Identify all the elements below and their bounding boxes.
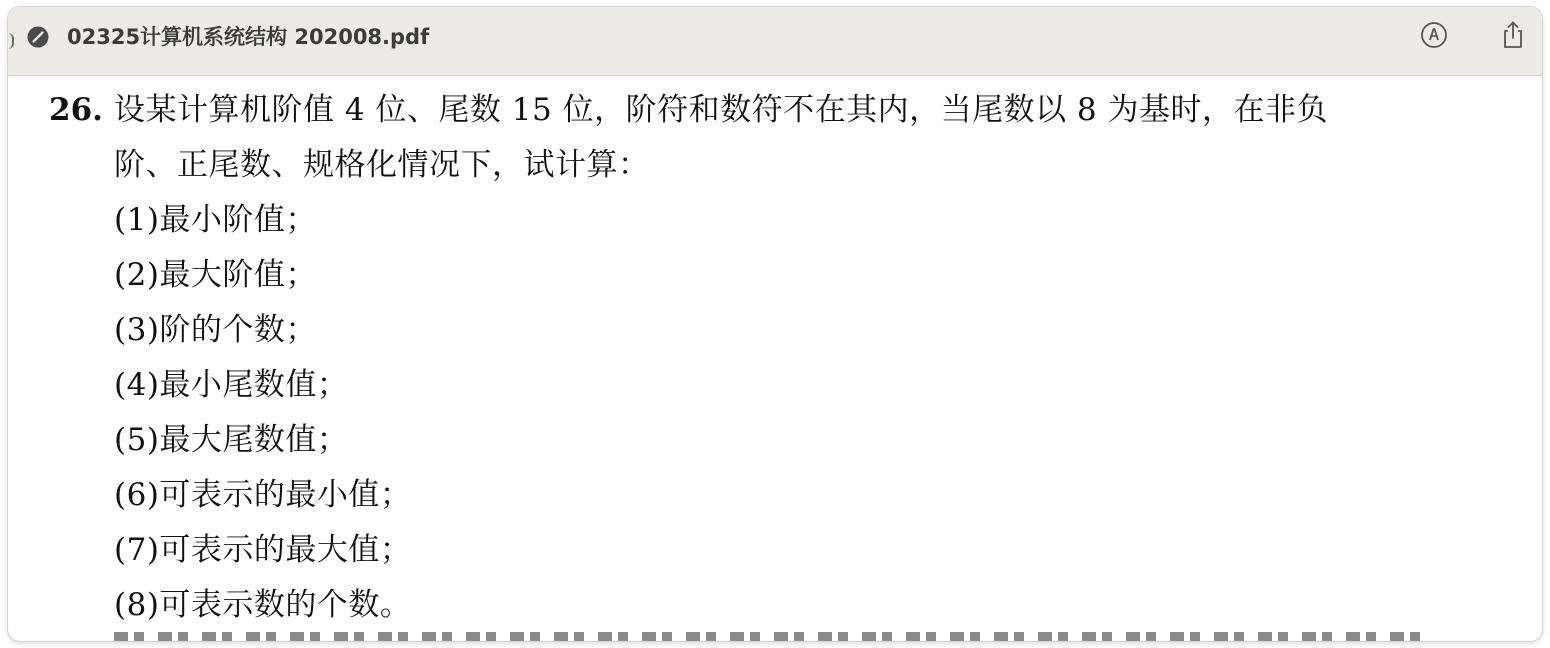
sub-question-8: (8)可表示数的个数。 xyxy=(114,587,412,623)
markup-button[interactable] xyxy=(1416,19,1452,55)
sub-question-4: (4)最小尾数值； xyxy=(114,367,349,403)
question-number: 26. xyxy=(49,92,103,128)
markup-pen-icon xyxy=(1420,21,1448,54)
clipped-next-line xyxy=(114,632,1434,641)
preview-window xyxy=(8,7,1542,641)
sub-question-2: (2)最大阶值； xyxy=(114,257,317,293)
title-bar[interactable] xyxy=(8,7,1542,76)
question-text-line-2: 阶、正尾数、规格化情况下，试计算： xyxy=(114,147,650,183)
share-icon xyxy=(1500,20,1526,55)
pdf-page-content[interactable] xyxy=(8,76,1542,641)
question-text-line-1: 设某计算机阶值 4 位、尾数 15 位，阶符和数符不在其内，当尾数以 8 为基时，在非负 xyxy=(114,92,1329,128)
sub-question-1: (1)最小阶值； xyxy=(114,202,317,238)
sidebar-edge-handle[interactable] xyxy=(8,33,14,49)
share-button[interactable] xyxy=(1495,19,1531,55)
circle-slash-icon xyxy=(27,26,49,48)
sub-question-6: (6)可表示的最小值； xyxy=(114,477,412,513)
sub-question-3: (3)阶的个数； xyxy=(114,312,317,348)
sub-question-7: (7)可表示的最大值； xyxy=(114,532,412,568)
sub-question-5: (5)最大尾数值； xyxy=(114,422,349,458)
window-title: 02325计算机系统结构 202008.pdf xyxy=(67,25,430,49)
